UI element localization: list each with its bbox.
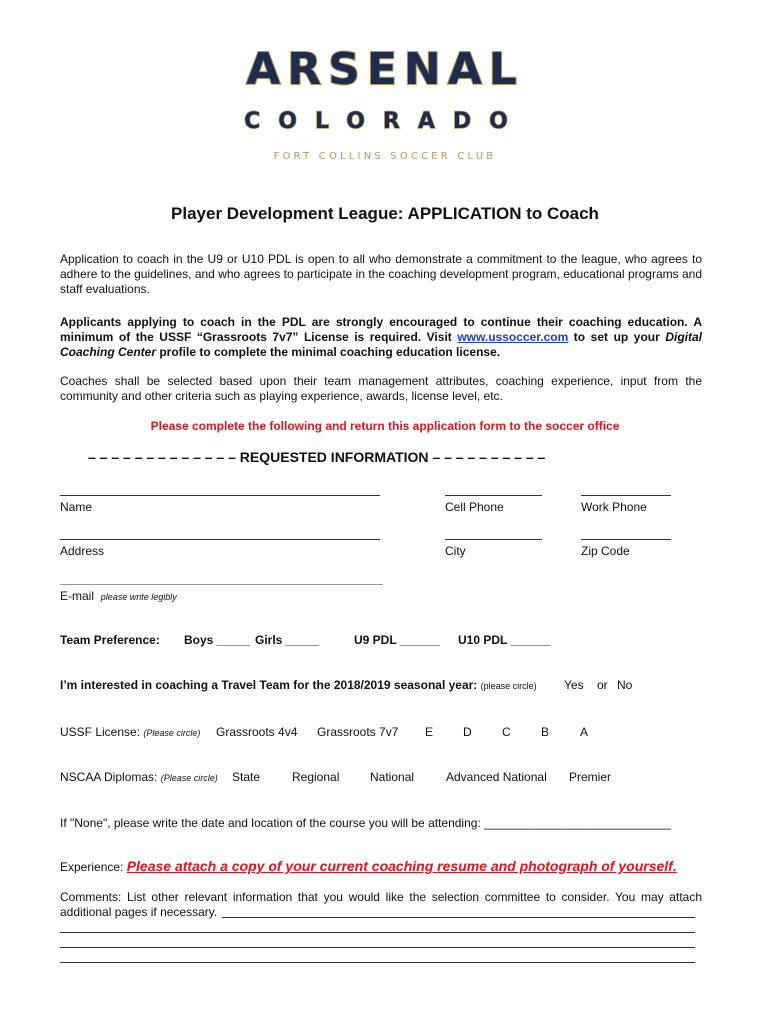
ussf-option-a[interactable]: A [580, 725, 589, 739]
logo-word-arsenal: ARSENAL [246, 46, 524, 95]
section-header [88, 449, 545, 465]
arsenal-colorado-logo [205, 46, 565, 166]
email-label: E-mail [60, 589, 95, 603]
name-line[interactable] [60, 495, 380, 496]
work-phone-label: Work Phone [581, 500, 647, 514]
ussf-note: (Please circle) [143, 728, 201, 738]
instruction-text: Please complete the following and return this application form to the soccer office [150, 419, 620, 433]
comments-paragraph: Comments: List other relevant information that you would like the selection committee to consider. You may attach additional pages if necessary. [60, 890, 702, 919]
intro-paragraph: Application to coach in the U9 or U10 PDL is open to all who demonstrate a commitment to the league, who agrees to adhere to the guidelines, and who agrees to participate in the coaching development program, educational programs and staff evaluations. [60, 252, 702, 296]
email-field-label [60, 589, 177, 603]
requirement-text-3: profile to complete the minimal coaching education license. [156, 345, 501, 359]
none-course-prompt[interactable]: If "None", please write the date and location of the course you will be attending: ____________________________ [60, 816, 671, 830]
travel-yes-option[interactable]: Yes [564, 678, 584, 692]
u10-pdl-option[interactable]: U10 PDL ______ [458, 633, 551, 647]
boys-option[interactable]: Boys _____ [184, 633, 251, 647]
nscaa-option-regional[interactable]: Regional [292, 770, 340, 784]
work-phone-line[interactable] [581, 495, 671, 496]
nscaa-option-national[interactable]: National [370, 770, 415, 784]
zip-line[interactable] [581, 539, 671, 540]
city-label: City [445, 544, 466, 558]
travel-team-row [60, 678, 537, 692]
comments-line-3[interactable] [60, 947, 695, 948]
nscaa-label: NSCAA Diplomas: [60, 770, 158, 784]
header-dashes-left: – – – – – – – – – – – – – [88, 449, 236, 465]
header-dashes-right: – – – – – – – – – – [432, 449, 546, 465]
nscaa-option-advanced-national[interactable]: Advanced National [446, 770, 547, 784]
travel-no-option[interactable]: No [617, 678, 633, 692]
travel-team-label: I’m interested in coaching a Travel Team for the 2018/2019 seasonal year: [60, 678, 478, 692]
nscaa-note: (Please circle) [160, 773, 218, 783]
email-note: please write legibly [100, 592, 177, 602]
requirement-paragraph [60, 315, 702, 360]
travel-note: (please circle) [480, 681, 537, 691]
nscaa-option-premier[interactable]: Premier [569, 770, 612, 784]
u9-pdl-option[interactable]: U9 PDL ______ [354, 633, 440, 647]
logo-word-colorado: COLORADO [244, 109, 526, 134]
page-title: Player Development League: APPLICATION to Coach [171, 204, 599, 223]
ussf-option-b[interactable]: B [541, 725, 550, 739]
nscaa-label-group [60, 770, 218, 784]
selection-paragraph: Coaches shall be selected based upon their team management attributes, coaching experience, input from the community and other criteria such as playing experience, awards, license level, etc. [60, 374, 702, 403]
digital-coaching-center-text: Digital Coaching Center [60, 330, 702, 359]
requirement-text-1: Applicants applying to coach in the PDL are strongly encouraged to continue their coaching education. A minimum of the USSF “Grassroots 7v7” License is required. Visit [60, 315, 702, 344]
ussf-option-c[interactable]: C [502, 725, 511, 739]
zip-label: Zip Code [581, 544, 630, 558]
ussf-option-grassroots-4v4[interactable]: Grassroots 4v4 [216, 725, 298, 739]
ussoccer-link[interactable]: www.ussoccer.com [457, 330, 569, 344]
nscaa-option-state[interactable]: State [232, 770, 261, 784]
comments-line-4[interactable] [60, 962, 695, 963]
ussf-option-e[interactable]: E [425, 725, 434, 739]
email-line[interactable] [60, 584, 383, 585]
experience-label: Experience: [60, 860, 127, 874]
ussf-license-label: USSF License: [60, 725, 141, 739]
ussf-option-grassroots-7v7[interactable]: Grassroots 7v7 [317, 725, 399, 739]
cell-phone-line[interactable] [445, 495, 542, 496]
girls-option[interactable]: Girls _____ [255, 633, 320, 647]
city-line[interactable] [445, 539, 542, 540]
comments-line-1[interactable] [222, 917, 695, 918]
ussf-option-d[interactable]: D [463, 725, 472, 739]
address-line[interactable] [60, 539, 380, 540]
requirement-text-2: to set up your [568, 330, 666, 344]
experience-instruction: Please attach a copy of your current coaching resume and photograph of yourself. [126, 858, 677, 874]
travel-or: or [597, 678, 608, 692]
ussf-license-label-group [60, 725, 200, 739]
team-preference-label: Team Preference: [60, 633, 160, 647]
logo-tagline: FORT COLLINS SOCCER CLUB [273, 151, 497, 162]
name-label: Name [60, 500, 93, 514]
cell-phone-label: Cell Phone [445, 500, 504, 514]
experience-row [60, 858, 677, 874]
club-logo [0, 46, 770, 166]
comments-line-2[interactable] [60, 932, 695, 933]
address-label: Address [60, 544, 105, 558]
header-label: REQUESTED INFORMATION [239, 449, 429, 465]
